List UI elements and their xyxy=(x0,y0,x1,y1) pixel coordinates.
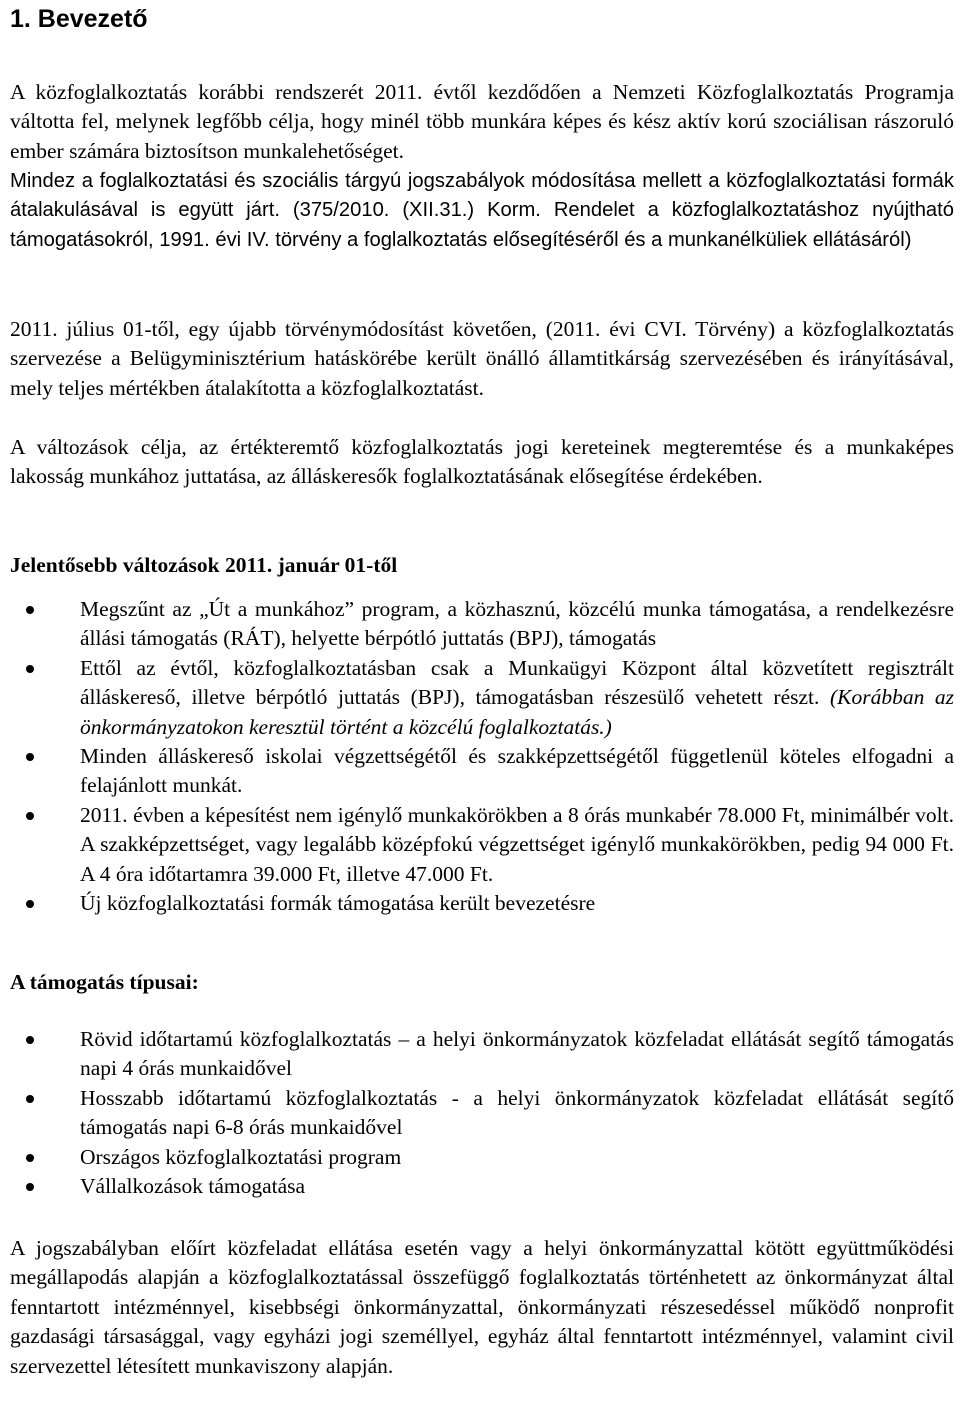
bullet-icon xyxy=(26,1154,34,1162)
list-item-text: Megszűnt az „Út a munkához” program, a közhasznú, közcélú munka támogatása, a rendelkezésre állási támogatás (RÁT), helyette bérpótló juttatás (BPJ), támogatás xyxy=(80,597,954,651)
legal-changes-paragraph: Mindez a foglalkoztatási és szociális tárgyú jogszabályok módosítása mellett a közfoglalkoztatási formák átalakulásával is együtt járt. (375/2010. (XII.31.) Korm. Rendelet a közfoglalkoztatáshoz nyújtható támogatásokról, 1991. évi IV. törvény a foglalkoztatás elősegítéséről és a munkanélküliek ellátásáról) xyxy=(10,170,954,251)
list-item xyxy=(10,654,954,742)
section-heading-changes: Jelentősebb változások 2011. január 01-től xyxy=(10,553,398,577)
goals-paragraph: A változások célja, az értékteremtő közfoglalkoztatás jogi kereteinek megteremtése és a munkaképes lakosság munkához juttatása, az álláskeresők foglalkoztatásának elősegítése érdekében. xyxy=(10,435,954,489)
list-item-text: Új közfoglalkoztatási formák támogatása került bevezetésre xyxy=(80,891,596,916)
bullet-icon xyxy=(26,606,34,614)
bullet-icon xyxy=(26,1183,34,1191)
list-item-text: Minden álláskereső iskolai végzettségétől és szakképzettségétől függetlenül köteles elfogadni a felajánlott munkát. xyxy=(80,744,954,798)
intro-paragraph: A közfoglalkoztatás korábbi rendszerét 2011. évtől kezdődően a Nemzeti Közfoglalkoztatás Programja váltotta fel, melynek legfőbb célja, hogy minél több munkára képes és kész aktív korú szociálisan rászoruló ember számára biztosítson munkalehetőséget. xyxy=(10,80,954,163)
page-title: 1. Bevezető xyxy=(10,5,148,33)
list-item xyxy=(10,801,954,889)
list-item xyxy=(10,742,954,801)
list-item xyxy=(10,1172,954,1201)
list-item-text: Ettől az évtől, közfoglalkoztatásban csak a Munkaügyi Központ által közvetített regisztrált álláskereső, illetve bérpótló juttatás (BPJ), támogatásban részesülő vehetett részt. xyxy=(80,655,954,710)
list-item-text: Rövid időtartamú közfoglalkoztatás – a helyi önkormányzatok közfeladat ellátását segítő támogatás napi 4 órás munkaidővel xyxy=(80,1027,954,1081)
july-changes-paragraph: 2011. július 01-től, egy újabb törvénymódosítást követően, (2011. évi CVI. Törvény) a közfoglalkoztatás szervezése a Belügyminisztérium hatáskörébe került önálló államtitkárság szervezésében és irányításával, mely teljes mértékben átalakította a közfoglalkoztatást. xyxy=(10,317,954,400)
list-item-italic-note: (Korábban az önkormányzatokon keresztül történt a közcélú foglalkoztatás.) xyxy=(80,685,954,739)
list-item xyxy=(10,1143,954,1172)
bullet-icon xyxy=(26,665,34,673)
bullet-icon xyxy=(26,900,34,908)
list-item-text: Országos közfoglalkoztatási program xyxy=(80,1144,402,1169)
list-item-text: Hosszabb időtartamú közfoglalkoztatás - a helyi önkormányzatok közfeladat ellátását segítő támogatás napi 6-8 órás munkaidővel xyxy=(80,1085,954,1140)
changes-list xyxy=(10,595,954,918)
support-types-list xyxy=(10,1025,954,1201)
list-item-text: Vállalkozások támogatása xyxy=(80,1174,306,1199)
bullet-icon xyxy=(26,812,34,820)
list-item xyxy=(10,1025,954,1084)
list-item-text: 2011. évben a képesítést nem igénylő munkakörökben a 8 órás munkabér 78.000 Ft, minimálbér volt. A szakképzettséget, vagy legalább középfokú végzettséget igénylő munkakörökben, pedig 94 000 Ft. A 4 óra időtartamra 39.000 Ft, illetve 47.000 Ft. xyxy=(80,802,954,886)
bullet-icon xyxy=(26,753,34,761)
section-heading-support-types: A támogatás típusai: xyxy=(10,970,199,994)
list-item xyxy=(10,1084,954,1143)
list-item xyxy=(10,889,954,918)
closing-paragraph: A jogszabályban előírt közfeladat ellátása esetén vagy a helyi önkormányzattal kötött együttműködési megállapodás alapján a közfoglalkoztatással összefüggő foglalkoztatás történhetett az önkormányzat által fenntartott intézménnyel, kisebbségi önkormányzattal, önkormányzati részesedéssel működő nonprofit gazdasági társasággal, vagy egyházi jogi személlyel, egyház által fenntartott intézménnyel, valamint civil szervezettel létesített munkaviszony alapján. xyxy=(10,1236,954,1378)
bullet-icon xyxy=(26,1036,34,1044)
bullet-icon xyxy=(26,1095,34,1103)
list-item xyxy=(10,595,954,654)
